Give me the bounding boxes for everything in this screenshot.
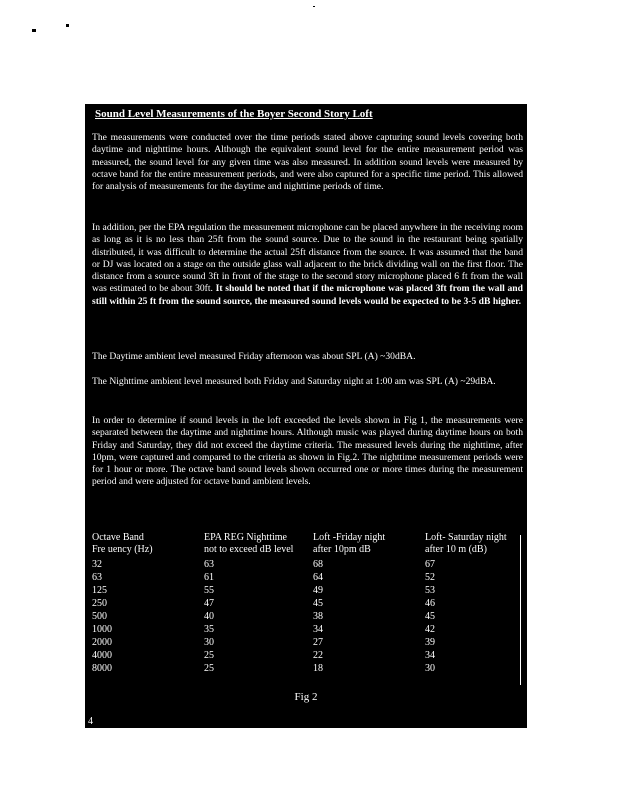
table-cell: 63 [92,572,102,583]
figure-caption: Fig 2 [294,691,318,703]
scan-speck [32,29,36,32]
table-cell: 32 [92,559,102,570]
section-heading: Sound Level Measurements of the Boyer Second Story Loft [95,108,373,120]
header-octave-band: Octave Band Fre uency (Hz) [92,532,153,555]
scan-speck [313,6,315,7]
table-cell: 45 [313,598,323,609]
table-cell: 42 [425,624,435,635]
table-cell: 500 [92,611,107,622]
table-row [92,650,525,662]
table-cell: 125 [92,585,107,596]
table-cell: 35 [204,624,214,635]
paragraph-text: In addition, per the EPA regulation the measurement microphone can be placed anywhere in the receiving room as long as it is no less than 25ft from the sound source. Due to the sound in the restaurant being spatially distributed, it was difficult to determine the actual 25ft distance from the source. It was assumed that the band or DJ was located on a stage on the outside glass wall adjacent to the brick dividing wall on the first floor. The distance from a source sound 3ft in front of the stage to the second story microphone placed 6 ft from the wall was estimated to be about 30ft. [92,222,523,295]
table-border-line [520,535,521,685]
table-cell: 30 [425,663,435,674]
table-header [92,532,525,558]
table-cell: 27 [313,637,323,648]
table-cell: 34 [313,624,323,635]
header-loft-friday: Loft -Friday night after 10pm dB [313,532,386,555]
table-cell: 63 [204,559,214,570]
page-number: 4 [88,716,93,727]
header-epa-reg: EPA REG Nighttime not to exceed dB level [204,532,294,555]
table-row [92,611,525,623]
scan-speck [66,24,69,27]
table-cell: 45 [425,611,435,622]
table-cell: 30 [204,637,214,648]
table-row [92,572,525,584]
table-row [92,663,525,675]
bold-note: It should be noted that if the microphone was placed 3ft from the wall and still within 25 ft from the sound source, the measured sound levels would be expected to be 3-5 dB higher. [92,283,523,307]
table-cell: 25 [204,650,214,661]
paragraph-daytime-ambient: The Daytime ambient level measured Friday afternoon was about SPL (A) ~30dBA. [92,351,416,362]
table-cell: 64 [313,572,323,583]
table-cell: 1000 [92,624,112,635]
table-cell: 2000 [92,637,112,648]
table-cell: 49 [313,585,323,596]
table-cell: 39 [425,637,435,648]
table-cell: 25 [204,663,214,674]
paragraph-microphone-placement [92,222,523,340]
table-cell: 61 [204,572,214,583]
table-cell: 34 [425,650,435,661]
table-cell: 47 [204,598,214,609]
table-row [92,598,525,610]
table-cell: 46 [425,598,435,609]
octave-band-table [92,532,525,687]
table-cell: 40 [204,611,214,622]
paragraph-nighttime-ambient: The Nighttime ambient level measured both Friday and Saturday night at 1:00 am was SPL (A) ~29dBA. [92,376,496,387]
table-row [92,559,525,571]
table-cell: 8000 [92,663,112,674]
table-row [92,585,525,597]
table-cell: 67 [425,559,435,570]
table-cell: 52 [425,572,435,583]
table-cell: 38 [313,611,323,622]
paragraph-level-analysis: In order to determine if sound levels in the loft exceeded the levels shown in Fig 1, the measurements were separated between the daytime and nighttime hours. Although music was played during daytime hours on both Friday and Saturday, they did not exceed the daytime criteria. The measured levels during the nighttime, after 10pm, were captured and compared to the criteria as shown in Fig.2. The nighttime measurement periods were for 1 hour or more. The octave band sound levels shown occurred one or more times during the measurement period and were adjusted for octave band ambient levels. [92,415,523,488]
table-cell: 68 [313,559,323,570]
paragraph-measurement-periods: The measurements were conducted over the time periods stated above capturing sound levels covering both daytime and nighttime hours. Although the equivalent sound level for the entire measurement period was measured, the sound level for any given time was also measured. In addition sound levels were measured by octave band for the entire measurement periods, and were also captured for a specific time period. This allowed for analysis of measurements for the daytime and nighttime periods of time. [92,132,523,193]
table-cell: 250 [92,598,107,609]
table-cell: 18 [313,663,323,674]
table-cell: 4000 [92,650,112,661]
table-row [92,637,525,649]
table-row [92,624,525,636]
table-cell: 22 [313,650,323,661]
document-page [85,104,527,728]
table-cell: 55 [204,585,214,596]
header-loft-saturday: Loft- Saturday night after 10 m (dB) [425,532,507,555]
table-cell: 53 [425,585,435,596]
